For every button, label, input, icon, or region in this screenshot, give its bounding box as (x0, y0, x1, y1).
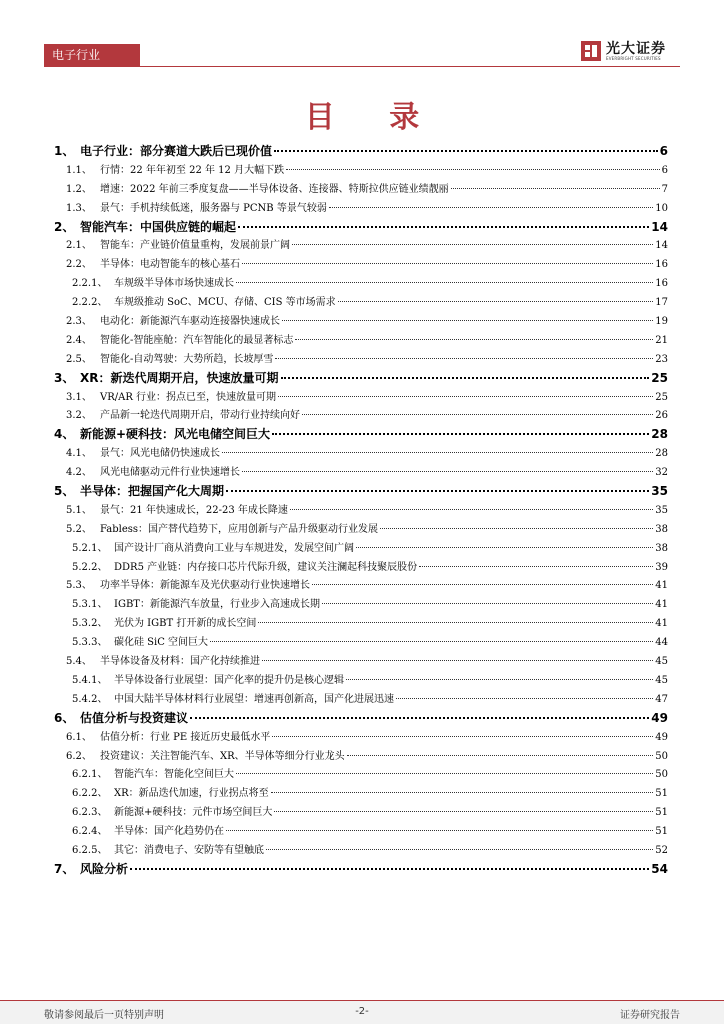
toc-leader-dots (271, 792, 654, 793)
page-title: 目 录 (304, 100, 442, 135)
toc-entry-page: 26 (655, 410, 668, 422)
toc-entry[interactable] (54, 312, 668, 331)
toc-entry-title: 电子行业：部分赛道大跌后已现价值 (80, 144, 273, 158)
toc-entry-title: 智能化-自动驾驶：大势所趋，长坡厚雪 (100, 353, 274, 365)
toc-entry-number: 5.4.2、 (72, 693, 108, 705)
toc-entry[interactable] (54, 784, 668, 803)
toc-entry-page: 45 (655, 656, 668, 668)
toc-entry-page: 6 (661, 164, 668, 176)
toc-entry-title: IGBT：新能源汽车放量，行业步入高速成长期 (114, 599, 320, 611)
toc-leader-dots (226, 490, 649, 492)
toc-entry-number: 1.1、 (66, 164, 92, 176)
toc-entry-number: 2.1、 (66, 240, 92, 252)
toc-entry[interactable] (54, 539, 668, 558)
toc-leader-dots (290, 509, 653, 510)
toc-entry-number: 2.2、 (66, 259, 92, 271)
toc-entry-number: 6.2.1、 (72, 769, 108, 781)
toc-entry[interactable] (54, 747, 668, 766)
toc-entry-number: 5.3、 (66, 580, 92, 592)
toc-entry-page: 6 (659, 144, 668, 158)
toc-entry-title: 智能汽车：智能化空间巨大 (114, 769, 234, 781)
toc-entry-page: 47 (655, 693, 668, 705)
toc-entry-page: 14 (651, 219, 668, 234)
toc-entry[interactable] (54, 728, 668, 747)
toc-entry-title: VR/AR 行业：拐点已至，快速放量可期 (100, 391, 277, 403)
toc-entry-number: 7、 (54, 861, 75, 876)
toc-entry-title: XR：新品迭代加速，行业拐点将至 (114, 788, 269, 800)
toc-entry-title: 碳化硅 SiC 空间巨大 (114, 637, 209, 649)
toc-entry-number: 4.2、 (66, 467, 92, 479)
toc-leader-dots (130, 868, 649, 870)
toc-leader-dots (210, 641, 653, 642)
toc-leader-dots (274, 150, 658, 152)
toc-entry-page: 49 (651, 710, 668, 725)
toc-entry-title: 功率半导体：新能源车及光伏驱动行业快速增长 (100, 580, 310, 592)
toc-entry-page: 17 (655, 297, 668, 309)
toc-entry-page: 41 (655, 618, 668, 630)
toc-entry[interactable] (54, 652, 668, 671)
toc-entry[interactable] (54, 331, 668, 350)
toc-entry-page: 38 (655, 542, 668, 554)
toc-entry-number: 6.2.3、 (72, 807, 108, 819)
toc-entry-number: 5.3.2、 (72, 618, 108, 630)
toc-entry[interactable] (54, 236, 668, 255)
toc-entry[interactable] (54, 388, 668, 407)
toc-leader-dots (329, 207, 653, 208)
toc-entry-page: 52 (655, 844, 668, 856)
toc-entry-page: 25 (655, 391, 668, 403)
toc-entry[interactable] (54, 199, 668, 218)
toc-entry-title: DDR5 产业链：内存接口芯片代际升级，建议关注澜起科技聚辰股份 (114, 561, 418, 573)
toc-entry[interactable] (54, 671, 668, 690)
toc-entry-title: 估值分析与投资建议 (80, 710, 189, 725)
toc-leader-dots (346, 679, 653, 680)
toc-entry-page: 49 (655, 731, 668, 743)
toc-entry[interactable] (54, 255, 668, 274)
toc-entry-page: 38 (655, 523, 668, 535)
page-number: -2- (355, 1006, 369, 1017)
toc-leader-dots (396, 698, 653, 699)
toc-entry[interactable] (54, 803, 668, 822)
toc-leader-dots (190, 717, 649, 719)
toc-entry[interactable] (54, 709, 668, 728)
toc-entry[interactable] (54, 576, 668, 595)
toc-entry-number: 1.2、 (66, 183, 92, 195)
toc-leader-dots (302, 414, 653, 415)
toc-leader-dots (286, 169, 660, 170)
toc-entry-number: 6.2.5、 (72, 844, 108, 856)
toc-leader-dots (258, 622, 653, 623)
toc-leader-dots (380, 528, 653, 529)
toc-entry[interactable] (54, 841, 668, 860)
toc-leader-dots (222, 452, 653, 453)
footer-report-type: 证券研究报告 (620, 1010, 680, 1021)
toc-entry-title: 智能车：产业链价值量重构，发展前景广阔 (100, 240, 290, 252)
toc-entry-number: 5.1、 (66, 504, 92, 516)
toc-entry-number: 5.4.1、 (72, 674, 108, 686)
toc-entry-title: 中国大陆半导体材料行业展望：增速再创新高，国产化进展迅速 (114, 693, 394, 705)
toc-entry-number: 2.5、 (66, 353, 92, 365)
toc-leader-dots (292, 244, 653, 245)
toc-entry[interactable] (54, 558, 668, 577)
toc-entry-number: 6.2.4、 (72, 826, 108, 838)
toc-entry-title: 产品新一轮迭代周期开启，带动行业持续向好 (100, 410, 300, 422)
logo-name-en: EVERBRIGHT SECURITIES (606, 56, 661, 61)
toc-entry[interactable] (54, 463, 668, 482)
toc-leader-dots (242, 471, 653, 472)
toc-entry[interactable] (54, 765, 668, 784)
toc-entry[interactable] (54, 369, 668, 388)
toc-leader-dots (275, 358, 653, 359)
toc-entry-page: 23 (655, 353, 668, 365)
toc-entry-page: 50 (655, 750, 668, 762)
toc-entry[interactable] (54, 142, 668, 161)
toc-entry-page: 41 (655, 599, 668, 611)
toc-entry-number: 5.2.1、 (72, 542, 108, 554)
toc-leader-dots (295, 339, 653, 340)
toc-entry-page: 28 (651, 427, 668, 442)
toc-entry[interactable] (54, 161, 668, 180)
toc-entry-page: 51 (655, 807, 668, 819)
toc-entry-number: 5、 (54, 484, 75, 499)
toc-entry-number: 5.3.1、 (72, 599, 108, 611)
toc-entry[interactable] (54, 218, 668, 237)
toc-leader-dots (272, 433, 649, 435)
toc-entry-number: 6.2.2、 (72, 788, 108, 800)
toc-entry-title: 车规级半导体市场快速成长 (114, 278, 234, 290)
toc-entry-number: 5.4、 (66, 656, 92, 668)
toc-entry[interactable] (54, 690, 668, 709)
toc-entry-number: 3.2、 (66, 410, 92, 422)
toc-entry[interactable] (54, 274, 668, 293)
toc-entry-number: 3、 (54, 370, 75, 385)
toc-entry-page: 16 (655, 278, 668, 290)
toc-entry-page: 35 (651, 484, 668, 499)
toc-leader-dots (451, 188, 660, 189)
toc-entry-title: 其它：消费电子、安防等有望触底 (114, 844, 264, 856)
toc-entry[interactable] (54, 425, 668, 444)
toc-entry-title: 半导体设备行业展望：国产化率的提升仍是核心逻辑 (114, 674, 344, 686)
toc-leader-dots (266, 849, 653, 850)
toc-entry-number: 2.4、 (66, 334, 92, 346)
toc-entry-number: 4、 (54, 427, 75, 442)
toc-entry-title: 景气：手机持续低迷，服务器与 PCNB 等景气较弱 (100, 202, 327, 214)
toc-entry-number: 6、 (54, 710, 75, 725)
toc-leader-dots (322, 603, 653, 604)
toc-entry-number: 5.3.3、 (72, 637, 108, 649)
toc-entry-title: 光伏为 IGBT 打开新的成长空间 (114, 618, 257, 630)
toc-entry-page: 35 (655, 504, 668, 516)
toc-entry-title: 风险分析 (80, 861, 129, 876)
toc-entry[interactable] (54, 633, 668, 652)
toc-entry-title: 半导体：电动智能车的核心基石 (100, 259, 240, 271)
toc-entry-number: 6.2、 (66, 750, 92, 762)
toc-entry-number: 2、 (54, 219, 75, 234)
toc-entry-number: 2.2.2、 (72, 297, 108, 309)
toc-entry-page: 21 (655, 334, 668, 346)
toc-entry[interactable] (54, 822, 668, 841)
toc-entry-page: 51 (655, 788, 668, 800)
toc-leader-dots (282, 320, 653, 321)
toc-entry-title: 景气：风光电储仍快速成长 (100, 448, 220, 460)
toc-entry-number: 1、 (54, 144, 75, 158)
toc-entry[interactable] (54, 501, 668, 520)
toc-leader-dots (242, 263, 653, 264)
toc-entry-page: 14 (655, 240, 668, 252)
toc-leader-dots (272, 736, 653, 737)
toc-leader-dots (262, 660, 653, 661)
toc-entry-title: 半导体设备及材料：国产化持续推进 (100, 656, 260, 668)
toc-entry-title: 电动化：新能源汽车驱动连接器快速成长 (100, 316, 280, 328)
section-tag: 电子行业 (44, 44, 140, 66)
toc-entry-number: 2.3、 (66, 316, 92, 328)
toc-entry-title: 车规级推动 SoC、MCU、存储、CIS 等市场需求 (114, 297, 336, 309)
toc-leader-dots (356, 547, 653, 548)
toc-entry-title: 投资建议：关注智能汽车、XR、半导体等细分行业龙头 (100, 750, 345, 762)
toc-entry-page: 39 (655, 561, 668, 573)
toc-leader-dots (338, 301, 654, 302)
footer-disclaimer: 敬请参阅最后一页特别声明 (44, 1010, 164, 1021)
toc-entry-title: XR：新迭代周期开启，快速放量可期 (80, 370, 279, 385)
toc-entry-title: 风光电储驱动元件行业快速增长 (100, 467, 240, 479)
toc-entry-number: 3.1、 (66, 391, 92, 403)
toc-entry[interactable] (54, 406, 668, 425)
toc-entry-page: 44 (655, 637, 668, 649)
toc-entry-page: 41 (655, 580, 668, 592)
toc-entry-number: 4.1、 (66, 448, 92, 460)
toc-leader-dots (238, 226, 649, 228)
toc-entry-title: 增速：2022 年前三季度复盘——半导体设备、连接器、特斯拉供应链业绩靓丽 (100, 183, 449, 195)
toc-entry[interactable] (54, 860, 668, 879)
toc-entry[interactable] (54, 350, 668, 369)
toc-entry[interactable] (54, 482, 668, 501)
toc-entry-page: 32 (655, 467, 668, 479)
toc-leader-dots (281, 377, 650, 379)
toc-entry-title: 景气：21 年快速成长，22-23 年成长降速 (100, 504, 288, 516)
toc-entry-page: 10 (655, 202, 668, 214)
toc-entry[interactable] (54, 520, 668, 539)
toc-entry-title: 智能化-智能座舱：汽车智能化的最显著标志 (100, 334, 294, 346)
toc-entry-page: 50 (655, 769, 668, 781)
toc-leader-dots (226, 830, 653, 831)
logo-name-cn: 光大证券 (606, 41, 666, 57)
toc-leader-dots (274, 811, 653, 812)
toc-entry-title: 国产设计厂商从消费向工业与车规进发，发展空间广阔 (114, 542, 354, 554)
toc-entry-title: 半导体：国产化趋势仍在 (114, 826, 224, 838)
toc-entry-number: 1.3、 (66, 202, 92, 214)
toc-entry-title: 新能源+硬科技：风光电储空间巨大 (80, 427, 271, 442)
toc-entry-number: 6.1、 (66, 731, 92, 743)
toc-entry-page: 16 (655, 259, 668, 271)
toc-entry-page: 45 (655, 674, 668, 686)
toc-entry-page: 28 (655, 448, 668, 460)
toc-leader-dots (347, 755, 654, 756)
toc-entry[interactable] (54, 595, 668, 614)
toc-entry[interactable] (54, 180, 668, 199)
toc-entry[interactable] (54, 293, 668, 312)
toc-entry-title: 智能汽车：中国供应链的崛起 (80, 219, 237, 234)
toc-entry-title: 新能源+硬科技：元件市场空间巨大 (114, 807, 273, 819)
toc-leader-dots (278, 396, 653, 397)
toc-entry-number: 5.2.2、 (72, 561, 108, 573)
toc-entry-page: 54 (651, 861, 668, 876)
toc-entry-page: 51 (655, 826, 668, 838)
company-logo (580, 38, 680, 64)
logo-mark-icon (580, 40, 602, 62)
toc-entry-page: 7 (661, 183, 668, 195)
toc-leader-dots (312, 584, 653, 585)
toc-entry-number: 5.2、 (66, 523, 92, 535)
toc-entry-title: 估值分析：行业 PE 接近历史最低水平 (100, 731, 271, 743)
toc-entry[interactable] (54, 444, 668, 463)
toc-leader-dots (236, 282, 653, 283)
toc-leader-dots (236, 773, 653, 774)
table-of-contents (54, 142, 668, 879)
toc-entry-title: Fabless：国产替代趋势下，应用创新与产品升级驱动行业发展 (100, 523, 379, 535)
toc-entry-title: 半导体：把握国产化大周期 (80, 484, 225, 499)
toc-entry-page: 19 (655, 316, 668, 328)
toc-entry-number: 2.2.1、 (72, 278, 108, 290)
toc-entry-title: 行情：22 年年初至 22 年 12 月大幅下跌 (100, 164, 285, 176)
toc-entry-page: 25 (651, 370, 668, 385)
toc-entry[interactable] (54, 614, 668, 633)
toc-leader-dots (419, 566, 653, 567)
header-divider (44, 66, 680, 67)
